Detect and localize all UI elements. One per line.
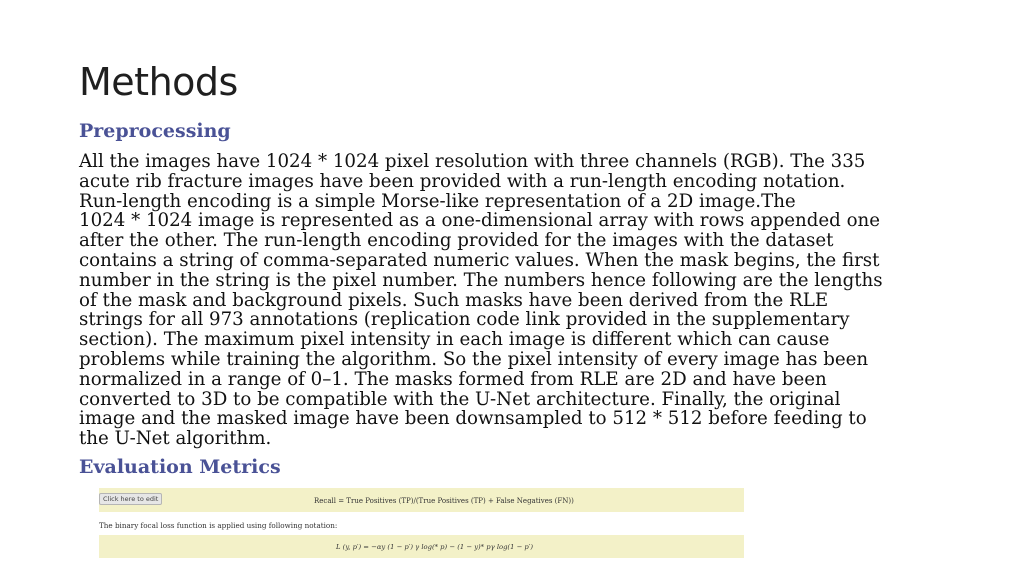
paragraph-line: section). The maximum pixel intensity in each image is different which can cause [79, 329, 830, 351]
paragraph-line: Run-length encoding is a simple Morse-like representation of a 2D image.The [79, 190, 796, 212]
paragraph-line: normalized in a range of 0–1. The masks formed from RLE are 2D and have been [79, 368, 827, 390]
embedded-equations-image [99, 488, 744, 560]
paragraph-line: problems while training the algorithm. So the pixel intensity of every image has been [79, 348, 869, 370]
paragraph-line: strings for all 973 annotations (replication code link provided in the supplementary [79, 309, 850, 331]
preprocessing-paragraph [79, 152, 959, 449]
paragraph-line: contains a string of comma-separated numeric values. When the mask begins, the first [79, 249, 880, 271]
paragraph-line: All the images have 1024 * 1024 pixel resolution with three channels (RGB). The 335 [79, 151, 866, 172]
paragraph-line: 1024 * 1024 image is represented as a one-dimensional array with rows appended one [79, 210, 880, 232]
focal-loss-note: The binary focal loss function is applied using following notation: [99, 521, 338, 530]
section-heading-preprocessing: Preprocessing [79, 120, 231, 142]
paragraph-line: after the other. The run-length encoding provided for the images with the dataset [79, 230, 834, 252]
paragraph-line: the U-Net algorithm. [79, 428, 272, 450]
click-to-edit-button[interactable]: Click here to edit [99, 493, 162, 505]
paragraph-line: acute rib fracture images have been provided with a run-length encoding notation. [79, 170, 846, 192]
paragraph-line: number in the string is the pixel number. The numbers hence following are the lengths [79, 269, 883, 291]
focal-loss-formula: L (y, p′) = −αy (1 − p′) γ log(* p) − (1 − y)* pγ log(1 − p′) [336, 543, 533, 551]
paragraph-line: image and the masked image have been downsampled to 512 * 512 before feeding to [79, 408, 867, 430]
paragraph-line: converted to 3D to be compatible with the U-Net architecture. Finally, the original [79, 388, 841, 410]
paragraph-line: of the mask and background pixels. Such masks have been derived from the RLE [79, 289, 829, 311]
recall-formula: Recall = True Positives (TP)/(True Positives (TP) + False Negatives (FN)) [314, 497, 574, 505]
slide-title: Methods [79, 60, 238, 104]
section-heading-evaluation-metrics: Evaluation Metrics [79, 456, 281, 478]
